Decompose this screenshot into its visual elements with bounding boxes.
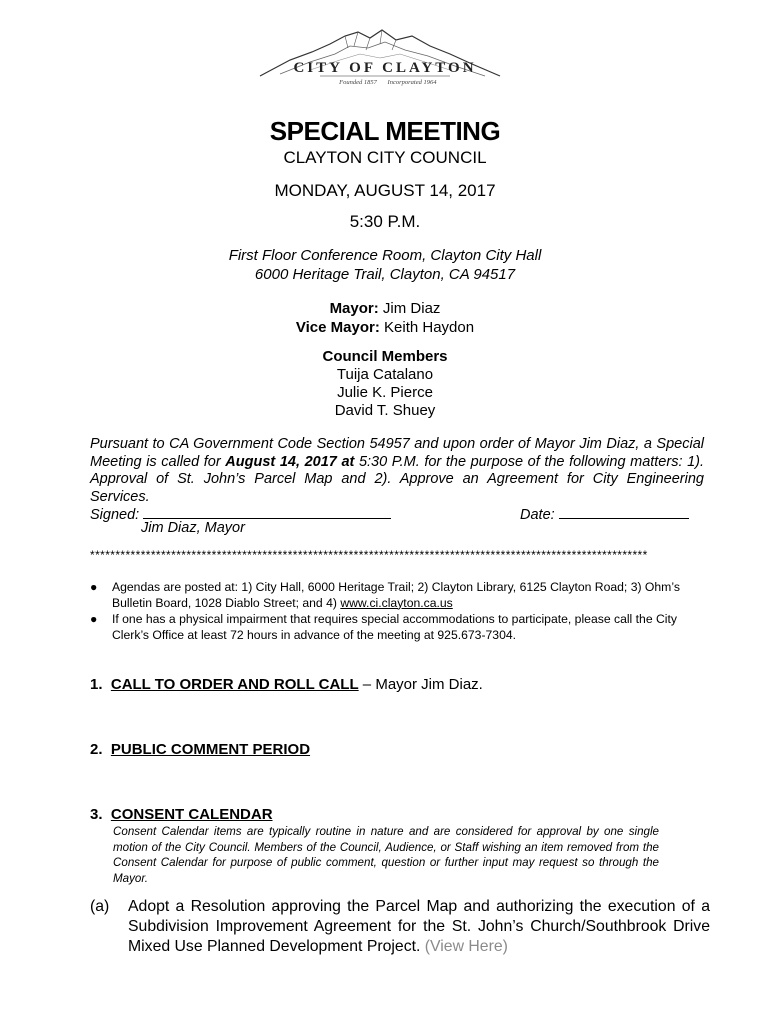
item-title: CALL TO ORDER AND ROLL CALL [110, 676, 359, 693]
vice-mayor-name: Keith Haydon [379, 319, 475, 336]
meeting-date: MONDAY, AUGUST 14, 2017 [274, 181, 496, 200]
list-item: ● If one has a physical impairment that requires special accommodations to participate, please call the City Clerk’s Office at least 72 hours in advance of the meeting at 925.673-7304. [90, 612, 677, 642]
mayor-name: Jim Diaz [378, 300, 441, 317]
posting-info-list [90, 580, 704, 644]
bullet-icon: ● [90, 580, 98, 594]
mountain-logo-icon [250, 24, 520, 104]
council-member: David T. Shuey [334, 402, 436, 419]
council-member: Julie K. Pierce [337, 384, 433, 401]
location-line-1: First Floor Conference Room, Clayton City Hall [228, 247, 542, 264]
consent-calendar-note: Consent Calendar items are typically routine in nature and are considered for approval by one single motion of the City Council. Members of the Council, Audience, or Staff wishing an item removed from the Consent Calendar for purpose of public comment, question or further input may request so through the Mayor. [113, 825, 659, 885]
council-members-heading: Council Members [322, 348, 448, 365]
notice-date: August 14, 2017 at [225, 453, 355, 470]
vice-mayor-line [0, 319, 770, 336]
meeting-time: 5:30 P.M. [349, 212, 421, 231]
page-title: SPECIAL MEETING [269, 116, 501, 146]
council-member: Tuija Catalano [336, 366, 434, 383]
agenda-item-1: 1. CALL TO ORDER AND ROLL CALL – Mayor Jim Diaz. [90, 676, 483, 693]
list-item: ● Agendas are posted at: 1) City Hall, 6000 Heritage Trail; 2) Clayton Library, 6125 Clayton Road; 3) Ohm’s Bulletin Board, 1028 Diablo Street; and 4) www.ci.clayton.ca.us [90, 580, 680, 610]
bullet-icon: ● [90, 612, 98, 626]
date-line [559, 504, 689, 519]
agenda-item-3: 3. CONSENT CALENDAR [90, 806, 273, 823]
council-name: CLAYTON CITY COUNCIL [283, 148, 487, 167]
view-here-link[interactable]: (View Here) [424, 938, 508, 955]
vice-mayor-label: Vice Mayor: [295, 319, 380, 336]
agenda-item-2: 2. PUBLIC COMMENT PERIOD [90, 741, 311, 758]
location-line-2: 6000 Heritage Trail, Clayton, CA 94517 [254, 266, 516, 283]
mayor-line [0, 300, 770, 317]
signed-label: Signed: [90, 507, 140, 523]
item-title: CONSENT CALENDAR [110, 806, 273, 823]
svg-text:CITY OF CLAYTON: CITY OF CLAYTON [293, 60, 477, 76]
item-title: PUBLIC COMMENT PERIOD [110, 741, 311, 758]
signature-line [143, 504, 391, 519]
city-website-link[interactable]: www.ci.clayton.ca.us [340, 595, 453, 610]
date-field [520, 504, 689, 523]
signer-name: Jim Diaz, Mayor [141, 520, 245, 536]
mayor-label: Mayor: [329, 300, 379, 317]
svg-text:Incorporated 1964: Incorporated 1964 [387, 79, 437, 86]
sub-item-label: (a) [90, 898, 110, 915]
consent-item-a: (a) Adopt a Resolution approving the Parcel Map and authorizing the execution of a Subdivision Improvement Agreement for the St. John’s Church/Southbrook Drive Mixed Use Planned Development Project. (View Here) [90, 898, 710, 955]
special-meeting-notice: Pursuant to CA Government Code Section 54957 and upon order of Mayor Jim Diaz, a Special Meeting is called for August 14, 2017 at 5:30 P.M. for the purpose of the following matters: 1). Approval of St. John’s Parcel Map and 2). Approve an Agreement for City Engineering Services. [90, 436, 705, 505]
city-logo [250, 24, 520, 104]
date-label: Date: [520, 507, 555, 523]
separator: ************************************************************************************************************** [90, 548, 648, 562]
svg-text:Founded 1857: Founded 1857 [339, 79, 377, 86]
